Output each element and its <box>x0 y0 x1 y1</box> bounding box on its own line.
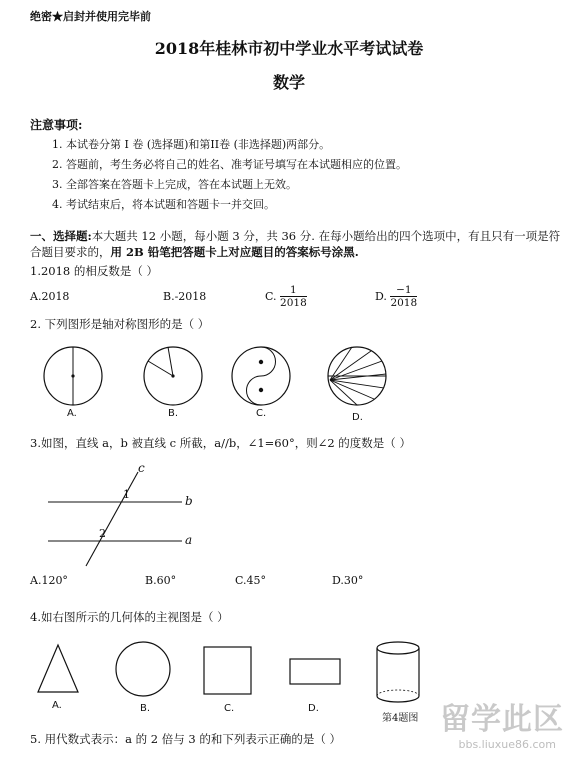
secret-mark: 绝密★启封并使用完毕前 <box>30 10 151 23</box>
q4-figure-d-rectangle <box>290 659 340 684</box>
note-item: 4. 考试结束后，将本试题和答题卡一并交回。 <box>52 198 275 211</box>
q4-option-d: D. <box>308 703 319 714</box>
q4-figure-caption: 第4题图 <box>382 713 419 724</box>
q3-option-c: C.45° <box>235 574 267 587</box>
q1-option-c-prefix: C. <box>265 290 277 303</box>
q4-option-b: B. <box>140 703 151 714</box>
note-item: 2. 答题前，考生务必将自己的姓名、准考证号填写在本试题相应的位置。 <box>52 158 407 171</box>
q3-option-b: B.60° <box>145 574 177 587</box>
q4-stem: 4.如右图所示的几何体的主视图是（ ） <box>30 610 229 624</box>
q2-option-b: B. <box>168 408 179 419</box>
q4-figure-b-circle <box>116 642 170 696</box>
q3-angle-2: 2 <box>99 527 106 540</box>
q4-figure-c-square <box>204 647 251 694</box>
q1-option-b: B.-2018 <box>163 290 207 303</box>
q4-option-c: C. <box>224 703 235 714</box>
q2-stem: 2. 下列图形是轴对称图形的是（ ） <box>30 317 210 331</box>
section-text: 合题目要求的， <box>30 245 111 259</box>
q1-option-a: A.2018 <box>30 290 70 303</box>
q4-option-a: A. <box>52 700 62 711</box>
q3-label-b: b <box>185 494 193 508</box>
q4-figure-a-triangle <box>38 645 78 692</box>
q3-stem: 3.如图，直线 a，b 被直线 c 所截，a//b，∠1=60°，则∠2 的度数是（ ） <box>30 436 411 450</box>
section-instruction: 用 2B 铅笔把答题卡上对应题目的答案标号涂黑. <box>110 245 359 259</box>
q3-option-a: A.120° <box>30 574 68 587</box>
q3-option-d: D.30° <box>332 574 364 587</box>
q5-stem: 5. 用代数式表示：a 的 2 倍与 3 的和下列表示正确的是（ ） <box>30 732 342 746</box>
fraction-numerator: −1 <box>390 284 417 297</box>
q2-option-a: A. <box>67 408 77 419</box>
q1-stem: 1.2018 的相反数是（ ） <box>30 264 159 278</box>
q3-label-c: c <box>138 461 145 475</box>
fraction-denominator: 2018 <box>280 297 307 309</box>
note-item: 1. 本试卷分第 I 卷 (选择题)和第II卷 (非选择题)两部分。 <box>52 138 331 151</box>
notes-heading: 注意事项: <box>30 118 83 132</box>
q2-option-d: D. <box>352 412 363 423</box>
section-label: 一、选择题: <box>30 229 92 243</box>
fraction-numerator: 1 <box>280 284 307 297</box>
q3-angle-1: 1 <box>123 488 130 501</box>
q1-option-d-prefix: D. <box>375 290 387 303</box>
fraction-denominator: 2018 <box>390 297 418 309</box>
note-item: 3. 全部答案在答题卡上完成，答在本试题上无效。 <box>52 178 297 191</box>
watermark-url: bbs.liuxue86.com <box>458 738 556 751</box>
exam-title: 2018年桂林市初中学业水平考试试卷 <box>154 39 424 58</box>
watermark-logo: 留学此区 <box>440 702 564 737</box>
section-text: 本大题共 12 小题，每小题 3 分，共 36 分. 在每小题给出的四个选项中，有且只有一项是符 <box>91 229 561 243</box>
q3-label-a: a <box>185 533 193 547</box>
q4-cylinder-figure <box>377 642 419 702</box>
q2-option-c: C. <box>256 408 267 419</box>
exam-subject: 数学 <box>272 73 305 92</box>
